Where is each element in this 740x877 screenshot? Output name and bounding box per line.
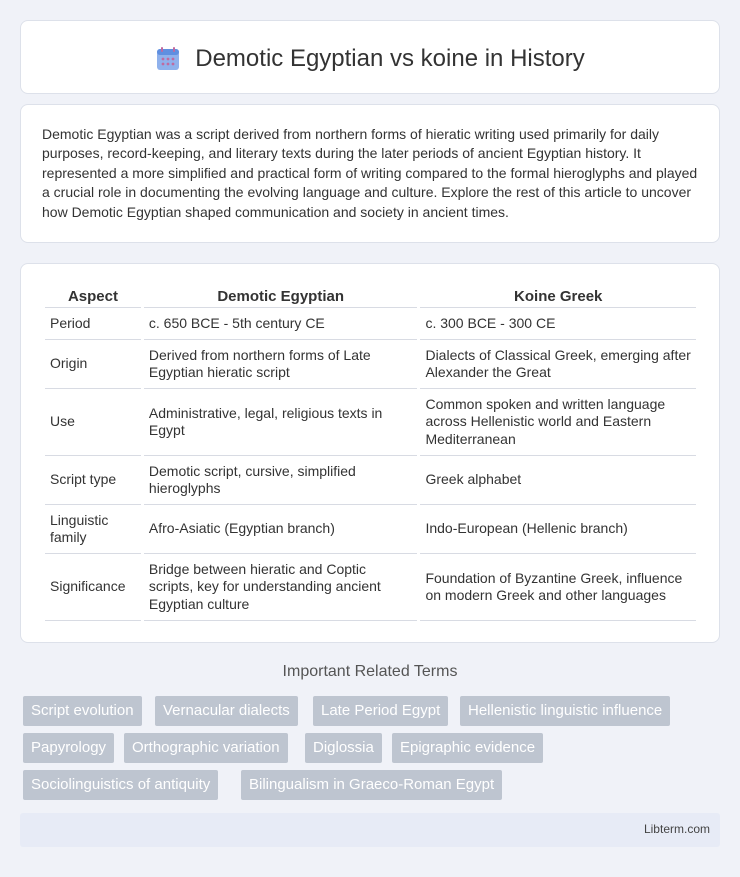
footer <box>20 813 720 847</box>
row-koine: Foundation of Byzantine Greek, influence on modern Greek and other languages <box>420 554 696 621</box>
comparison-card <box>20 263 720 643</box>
row-koine: Common spoken and written language across Hellenistic world and Eastern Mediterranean <box>420 389 696 456</box>
tag-epigraphic-evidence[interactable]: Epigraphic evidence <box>392 733 543 763</box>
tag-diglossia[interactable]: Diglossia <box>305 733 382 763</box>
row-demotic: c. 650 BCE - 5th century CE <box>144 308 418 340</box>
tag-sociolinguistics-of-antiquity[interactable]: Sociolinguistics of antiquity <box>23 770 218 800</box>
related-terms-heading: Important Related Terms <box>282 663 458 680</box>
row-aspect: Origin <box>45 340 141 389</box>
table-header-row <box>45 285 696 308</box>
table-row <box>45 505 696 554</box>
row-aspect: Linguistic family <box>45 505 141 554</box>
tag-bilingualism-graeco-roman-egypt[interactable]: Bilingualism in Graeco-Roman Egypt <box>241 770 502 800</box>
row-aspect: Significance <box>45 554 141 621</box>
tag-papyrology[interactable]: Papyrology <box>23 733 114 763</box>
row-aspect: Period <box>45 308 141 340</box>
row-aspect: Script type <box>45 456 141 505</box>
table-row <box>45 389 696 456</box>
header-koine: Koine Greek <box>420 285 696 308</box>
intro-paragraph: Demotic Egyptian was a script derived from northern forms of hieratic writing used primarily for daily purposes, record-keeping, and literary texts during the later periods of ancient Egyptian history. It represented a more simplified and practical form of writing compared to the formal hieroglyphs and played a crucial role in documenting the evolving language and culture. Explore the rest of this article to uncover how Demotic Egyptian shaped communication and society in ancient times. <box>42 126 698 220</box>
header-aspect: Aspect <box>45 285 141 308</box>
footer-brand-link[interactable]: Libterm.com <box>643 822 710 836</box>
table-row <box>45 456 696 505</box>
tag-orthographic-variation[interactable]: Orthographic variation <box>124 733 288 763</box>
row-demotic: Afro-Asiatic (Egyptian branch) <box>144 505 418 554</box>
title-card <box>20 20 720 94</box>
comparison-table <box>42 285 699 621</box>
row-demotic: Derived from northern forms of Late Egyptian hieratic script <box>144 340 418 389</box>
table-row <box>45 554 696 621</box>
row-koine: Indo-European (Hellenic branch) <box>420 505 696 554</box>
row-koine: Greek alphabet <box>420 456 696 505</box>
row-koine: Dialects of Classical Greek, emerging after Alexander the Great <box>420 340 696 389</box>
header-demotic: Demotic Egyptian <box>144 285 418 308</box>
tag-script-evolution[interactable]: Script evolution <box>23 696 142 726</box>
intro-card <box>20 104 720 243</box>
tag-late-period-egypt[interactable]: Late Period Egypt <box>313 696 448 726</box>
row-demotic: Demotic script, cursive, simplified hieroglyphs <box>144 456 418 505</box>
row-koine: c. 300 BCE - 300 CE <box>420 308 696 340</box>
document-list-icon <box>155 46 181 72</box>
tag-vernacular-dialects[interactable]: Vernacular dialects <box>155 696 298 726</box>
row-demotic: Bridge between hieratic and Coptic scripts, key for understanding ancient Egyptian culture <box>144 554 418 621</box>
table-row <box>45 308 696 340</box>
title-wrap <box>21 45 719 73</box>
tag-hellenistic-linguistic-influence[interactable]: Hellenistic linguistic influence <box>460 696 670 726</box>
table-row <box>45 340 696 389</box>
row-demotic: Administrative, legal, religious texts in Egypt <box>144 389 418 456</box>
page-title: Demotic Egyptian vs koine in History <box>195 45 585 72</box>
row-aspect: Use <box>45 389 141 456</box>
